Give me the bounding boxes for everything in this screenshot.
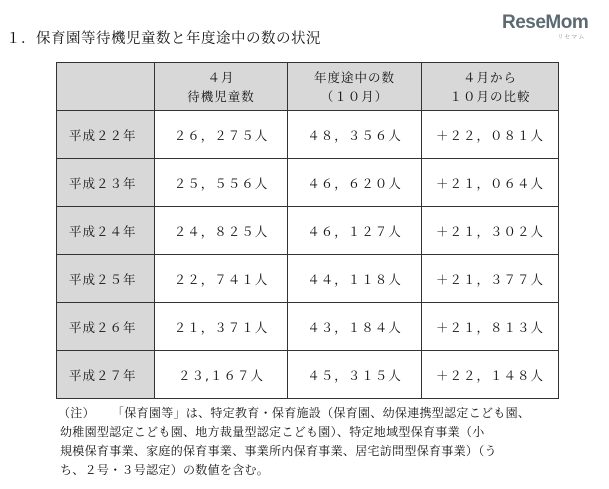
page-title: １．保育園等待機児童数と年度途中の数の状況: [6, 31, 321, 47]
header-april-line1: ４月: [207, 69, 235, 85]
row-april-count: ２４，８２５人: [155, 207, 288, 255]
header-april-line2: 待機児童数: [187, 88, 255, 104]
header-comparison: [422, 63, 559, 111]
header-october: [288, 63, 422, 111]
footnote-body: [60, 404, 598, 480]
row-april-count: ２１，３７１人: [155, 303, 288, 351]
row-year: 平成２３年: [57, 159, 155, 207]
row-october-count: ４６，１２７人: [288, 207, 422, 255]
row-october-count: ４６，６２０人: [288, 159, 422, 207]
header-april: [155, 63, 288, 111]
row-year: 平成２５年: [57, 255, 155, 303]
header-october-line1: 年度途中の数: [313, 69, 395, 85]
row-october-count: ４４，１１８人: [288, 255, 422, 303]
table-row: [57, 111, 559, 159]
row-difference: ＋２２，０８１人: [422, 111, 559, 159]
footnote-line: 規模保育事業、家庭的保育事業、事業所内保育事業、居宅訪問型保育事業）（う: [60, 444, 497, 458]
table-header-row: [57, 63, 559, 111]
table-row: [57, 159, 559, 207]
footnote-label: （注）: [58, 406, 95, 420]
row-year: 平成２７年: [57, 351, 155, 399]
row-year: 平成２６年: [57, 303, 155, 351]
table-row: [57, 255, 559, 303]
row-april-count: ２５，５５６人: [155, 159, 288, 207]
row-difference: ＋２１，０６４人: [422, 159, 559, 207]
header-comparison-line2: １０月の比較: [449, 88, 531, 104]
row-october-count: ４５，３１５人: [288, 351, 422, 399]
header-comparison-line1: ４月から: [462, 69, 517, 85]
footnote: [58, 404, 598, 480]
table-row: [57, 207, 559, 255]
footnote-line: ち、２号・３号認定）の数値を含む。: [60, 463, 270, 477]
row-year: 平成２４年: [57, 207, 155, 255]
waiting-children-table: [56, 62, 559, 399]
logo-text: ReseMom: [502, 12, 589, 33]
row-year: 平成２２年: [57, 111, 155, 159]
table-row: [57, 351, 559, 399]
footnote-line: 幼稚園型認定こども園、地方裁量型認定こども園）、特定地域型保育事業（小: [60, 425, 485, 439]
header-october-line2: （１０月）: [320, 88, 389, 104]
row-difference: ＋２１，３７７人: [422, 255, 559, 303]
row-april-count: ２２，７４１人: [155, 255, 288, 303]
row-april-count: ２３,１６７人: [155, 351, 288, 399]
header-corner-cell: [57, 63, 155, 111]
table-row: [57, 303, 559, 351]
row-october-count: ４８，３５６人: [288, 111, 422, 159]
row-difference: ＋２１，３０２人: [422, 207, 559, 255]
row-difference: ＋２２，１４８人: [422, 351, 559, 399]
row-difference: ＋２１，８１３人: [422, 303, 559, 351]
row-april-count: ２６，２７５人: [155, 111, 288, 159]
logo-subtext: リセマム: [557, 35, 586, 41]
footnote-line: 「保育園等」は、特定教育・保育施設（保育園、幼保連携型認定こども園、: [112, 406, 531, 420]
row-october-count: ４３，１８４人: [288, 303, 422, 351]
resemom-logo: [502, 12, 589, 41]
